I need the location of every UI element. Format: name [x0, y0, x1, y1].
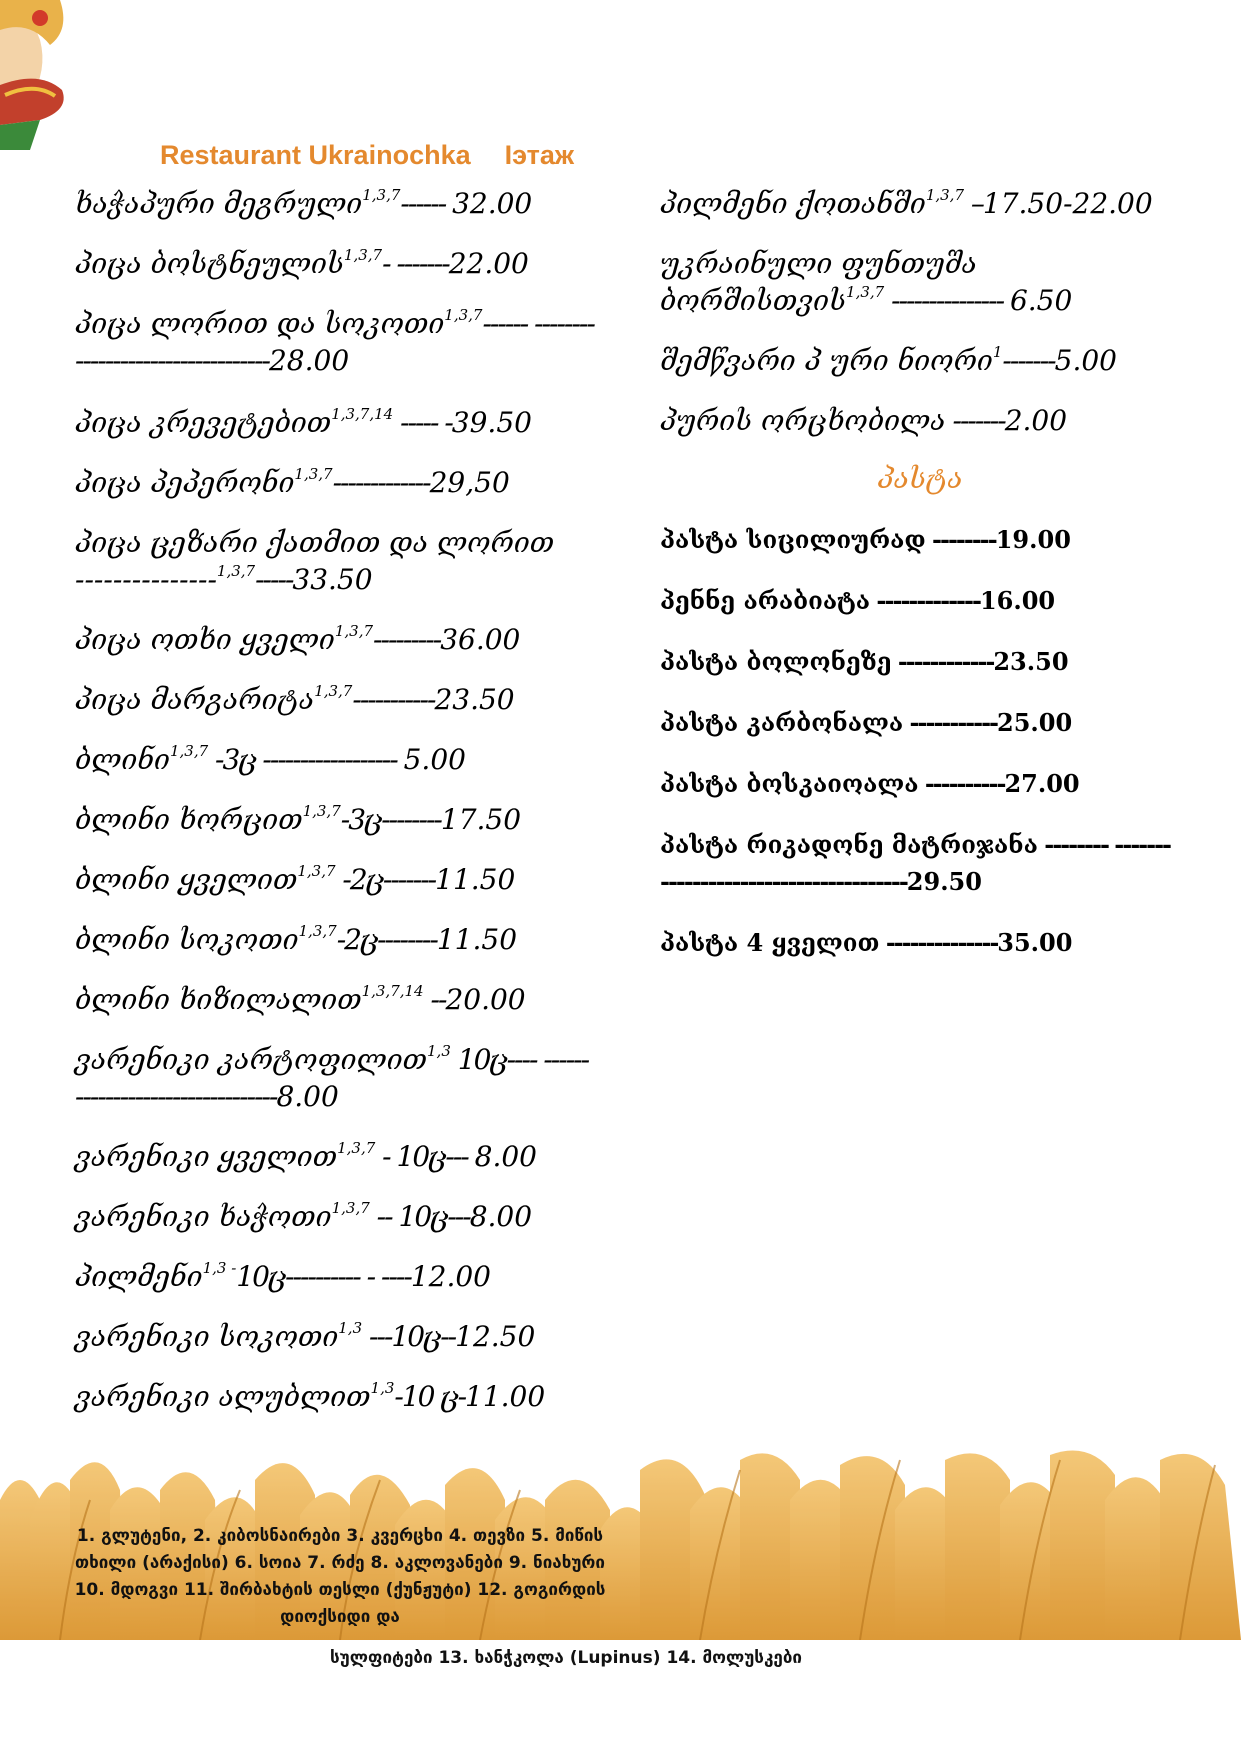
menu-item: ხაჭაპური მეგრული$^{1,3,7}$------ 32.00	[75, 185, 533, 220]
menu-item: ვარენიკი კარტოფილით$^{1,3}$ 10ც---- ---------------------------------8.00	[75, 1041, 589, 1113]
allergens-legend-continued: სულფიტები 13. ხანჭკოლა (Lupinus) 14. მოლუსკები	[330, 1648, 802, 1668]
menu-item: ბლინი სოკოთი$^{1,3,7}$-2ც--------11.50	[75, 921, 518, 956]
menu-item: ვარენიკი ალუბლით$^{1,3}$-10 ც-11.00	[75, 1378, 546, 1413]
menu-item: ბლინი$^{1,3,7}$ -3ც ------------------ 5.00	[75, 741, 466, 776]
menu-item: პენნე არაბიატა -------------16.00	[660, 586, 1056, 615]
menu-item: პიცა ლორით და სოკოთი$^{1,3,7}$------ ----------------------------------28.00	[75, 305, 594, 377]
menu-item: პასტა 4 ყველით --------------35.00	[660, 928, 1073, 957]
menu-item: პასტა ბოსკაიოალა ----------27.00	[660, 769, 1080, 798]
menu-item: პასტა სიცილიურად --------19.00	[660, 525, 1071, 554]
allergens-legend: 1. გლუტენი, 2. კიბოსნაირები 3. კვერცხი 4. თევზი 5. მიწის თხილი (არაქისი) 6. სოია 7. რძე 8. აკლოვანები 9. ნიახური 10. მდოგვი 11. შირბახტის თესლი (ქუნჟუტი) 12. გოგირდის დიოქსიდი და	[74, 1526, 606, 1627]
menu-item: პასტა რიკადონე მატრიჯანა -------- --------------------------------------29.50	[660, 830, 1170, 896]
menu-item: პიცა მარგარიტა$^{1,3,7}$-----------23.50	[75, 681, 515, 716]
menu-item: პიცა ოთხი ყველი$^{1,3,7}$---------36.00	[75, 621, 521, 656]
pasta-section-title: პასტა	[877, 462, 963, 495]
doll-illustration	[0, 0, 76, 150]
menu-item: შემწვარი პ ური ნიორი$^1$-------5.00	[660, 342, 1117, 377]
menu-item: პიცა ბოსტნეულის$^{1,3,7}$- -------22.00	[75, 245, 529, 280]
menu-item: პურის ორცხობილა -------2.00	[660, 404, 1068, 437]
menu-item: ბლინი ყველით$^{1,3,7}$ -2ც-------11.50	[75, 861, 516, 896]
menu-item: ვარენიკი სოკოთი$^{1,3}$ ---10ც--12.50	[75, 1318, 536, 1353]
restaurant-name: Restaurant Ukrainochka	[160, 140, 471, 170]
menu-item: პიცა პეპერონი$^{1,3,7}$-------------29,50	[75, 464, 510, 499]
menu-item: პიცა კრევეტებით$^{1,3,7,14}$ ----- -39.50	[75, 404, 532, 439]
menu-item: ბლინი ხორცით$^{1,3,7}$-3ც--------17.50	[75, 801, 522, 836]
menu-item: ბლინი ხიზილალით$^{1,3,7,14}$ --20.00	[75, 981, 526, 1016]
left-menu-column	[75, 185, 615, 1415]
menu-item: ვარენიკი ყველით$^{1,3,7}$ - 10ც--- 8.00	[75, 1138, 537, 1173]
menu-item: პილმენი$^{1,3 -}$10ც---------- - ----12.00	[75, 1258, 491, 1293]
menu-item: ვარენიკი ხაჭოთი$^{1,3,7}$ -- 10ც---8.00	[75, 1198, 533, 1233]
menu-item: პილმენი ქოთანში$^{1,3,7}$ –17.50-22.00	[660, 185, 1153, 220]
menu-item: პასტა კარბონალა -----------25.00	[660, 708, 1073, 737]
floor-label: Iэтаж	[504, 140, 575, 170]
right-menu-column	[660, 185, 1180, 961]
menu-item: უკრაინული ფუნთუშა ბორშისთვის$^{1,3,7}$ --------------- 6.50	[660, 247, 1073, 317]
menu-item: პიცა ცეზარი ქათმით და ლორით ---------------$^{1,3,7}$-----33.50	[75, 526, 555, 596]
menu-header	[160, 140, 574, 171]
menu-item: პასტა ბოლონეზე ------------23.50	[660, 647, 1069, 676]
